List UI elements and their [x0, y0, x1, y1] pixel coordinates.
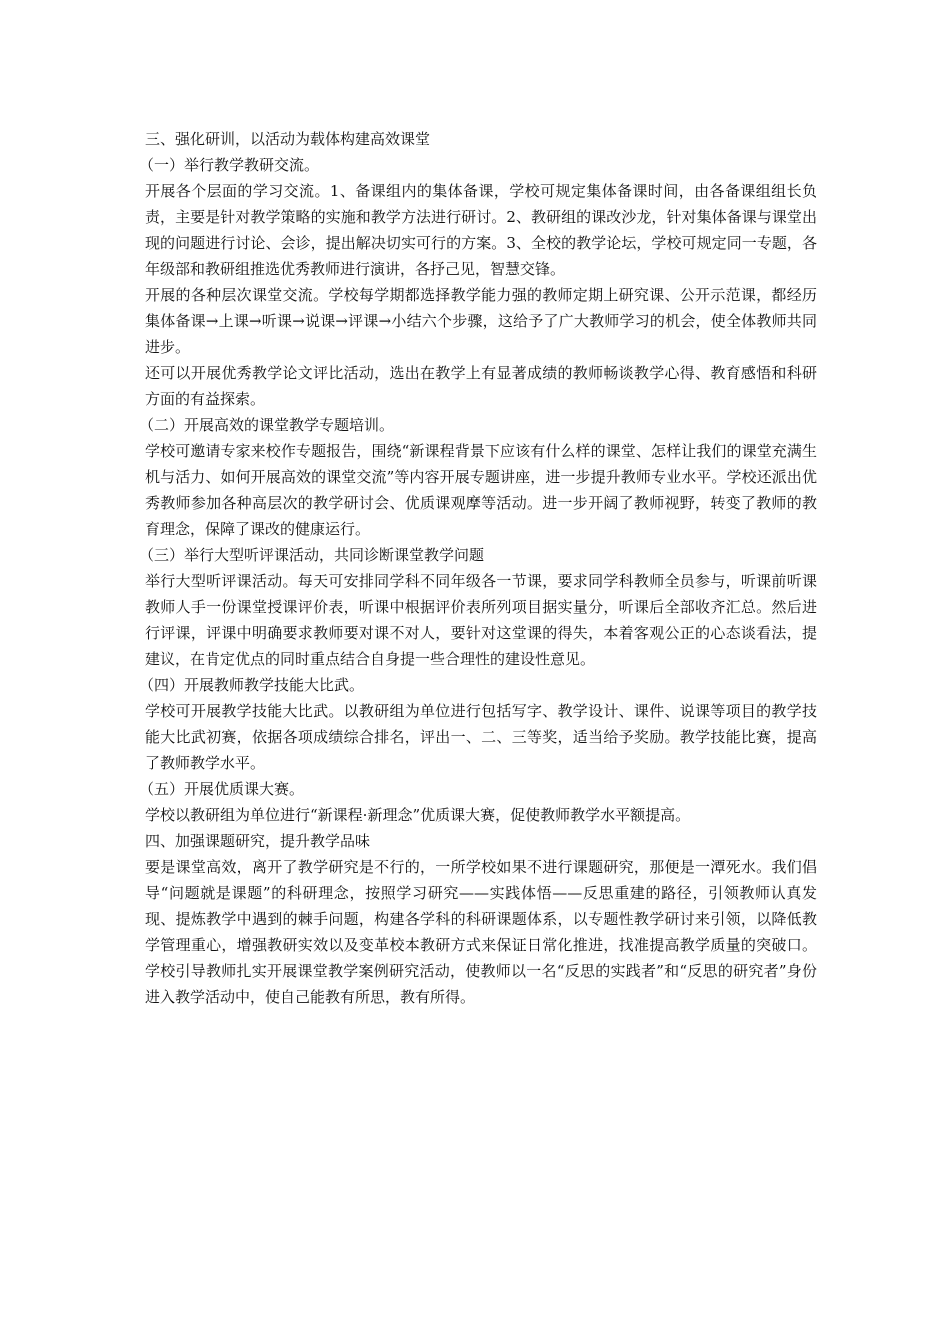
paragraph-quality-contest: 学校以教研组为单位进行“新课程·新理念”优质课大赛，促使教师教学水平额提高。 [145, 806, 691, 824]
subheading-4: （四）开展教师教学技能大比武。 [139, 676, 365, 694]
paragraph-paper-contest: 还可以开展优秀教学论文评比活动，选出在教学上有显著成绩的教师畅谈教学心得、教育感悟和科研方面的有益探索。 [145, 364, 817, 408]
paragraph-class-exchange: 开展的各种层次课堂交流。学校每学期都选择教学能力强的教师定期上研究课、公开示范课，都经历集体备课→上课→听课→说课→评课→小结六个步骤，这给予了广大教师学习的机会，使全体教师共同进步。 [145, 286, 817, 356]
paragraph-lesson-evaluation: 举行大型听评课活动。每天可安排同学科不同年级各一节课，要求同学科教师全员参与，听课前听课教师人手一份课堂授课评价表，听课中根据评价表所列项目据实量分，听课后全部收齐汇总。然后进行评课，评课中明确要求教师要对课不对人，要针对这堂课的得失，本着客观公正的心态谈看法，提建议，在肯定优点的同时重点结合自身提一些合理性的建设性意见。 [145, 572, 817, 668]
document-body [139, 126, 817, 1010]
paragraph-training: 学校可邀请专家来校作专题报告，围绕“新课程背景下应该有什么样的课堂、怎样让我们的课堂充满生机与活力、如何开展高效的课堂交流”等内容开展专题讲座，进一步提升教师专业水平。学校还派出优秀教师参加各种高层次的教学研讨会、优质课观摩等活动。进一步开阔了教师视野，转变了教师的教育理念，保障了课改的健康运行。 [145, 442, 817, 538]
paragraph-skills-contest: 学校可开展教学技能大比武。以教研组为单位进行包括写字、教学设计、课件、说课等项目的教学技能大比武初赛，依据各项成绩综合排名，评出一、二、三等奖，适当给予奖励。教学技能比赛，提高了教师教学水平。 [145, 702, 817, 772]
subheading-5: （五）开展优质课大赛。 [139, 780, 305, 798]
subheading-1: （一）举行教学教研交流。 [139, 156, 320, 174]
section-heading-4: 四、加强课题研究，提升教学品味 [145, 832, 371, 850]
paragraph-study-exchange: 开展各个层面的学习交流。1、备课组内的集体备课，学校可规定集体备课时间，由各备课组组长负责，主要是针对教学策略的实施和教学方法进行研讨。2、教研组的课改沙龙，针对集体备课与课堂出现的问题进行讨论、会诊，提出解决切实可行的方案。3、全校的教学论坛，学校可规定同一专题，各年级部和教研组推选优秀教师进行演讲，各抒己见，智慧交锋。 [145, 182, 817, 278]
section-heading-3: 三、强化研训，以活动为载体构建高效课堂 [145, 130, 431, 148]
subheading-3: （三）举行大型听评课活动，共同诊断课堂教学问题 [139, 546, 485, 564]
paragraph-research: 要是课堂高效，离开了教学研究是不行的，一所学校如果不进行课题研究，那便是一潭死水。我们倡导“问题就是课题”的科研理念，按照学习研究——实践体悟——反思重建的路径，引领教师认真发现、提炼教学中遇到的棘手问题，构建各学科的科研课题体系，以专题性教学研讨来引领，以降低教学管理重心，增强教研实效以及变革校本教研方式来保证日常化推进，找准提高教学质量的突破口。学校引导教师扎实开展课堂教学案例研究活动，使教师以一名“反思的实践者”和“反思的研究者”身份进入教学活动中，使自己能教有所思，教有所得。 [145, 858, 817, 1006]
subheading-2: （二）开展高效的课堂教学专题培训。 [139, 416, 395, 434]
